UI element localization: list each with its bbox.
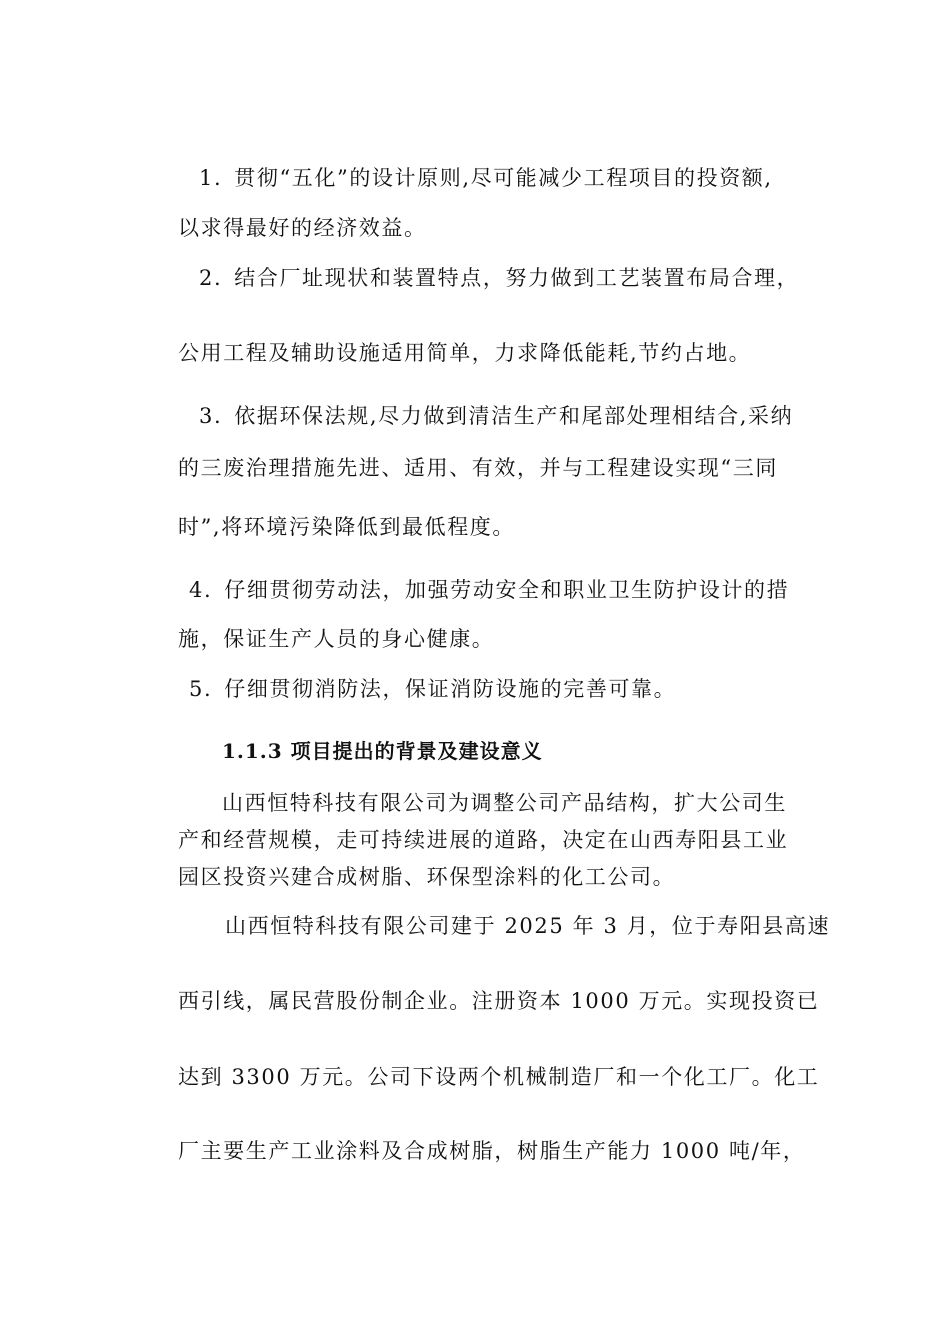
list-item-1-line-1 <box>199 164 773 192</box>
list-item-5-text-1: 仔细贯彻消防法，保证消防设施的完善可靠。 <box>224 677 677 701</box>
list-item-4-line-1 <box>189 576 789 604</box>
list-item-5-number: 5. <box>189 677 213 701</box>
list-item-5-line-1 <box>189 675 676 703</box>
list-item-4-text-1: 仔细贯彻劳动法，加强劳动安全和职业卫生防护设计的措 <box>224 578 790 602</box>
paragraph-1-line-2: 产和经营规模，走可持续进展的道路，决定在山西寿阳县工业 <box>178 828 789 852</box>
list-item-3-text-1: 依据环保法规,尽力做到清洁生产和尾部处理相结合,采纳 <box>234 404 794 428</box>
list-item-1-number: 1. <box>199 166 223 190</box>
list-item-3-line-3: 时”,将环境污染降低到最低程度。 <box>178 515 516 539</box>
paragraph-2-line-2: 西引线，属民营股份制企业。注册资本 1000 万元。实现投资已 <box>178 989 820 1013</box>
section-heading: 1.1.3 项目提出的背景及建设意义 <box>222 739 543 763</box>
list-item-1-line-2: 以求得最好的经济效益。 <box>178 216 427 240</box>
paragraph-2-line-1: 山西恒特科技有限公司建于 2025 年 3 月，位于寿阳县高速 <box>225 914 831 938</box>
list-item-2-number: 2. <box>199 266 223 290</box>
paragraph-1-line-1: 山西恒特科技有限公司为调整公司产品结构，扩大公司生 <box>222 791 787 815</box>
list-item-3-number: 3. <box>199 404 223 428</box>
paragraph-2-line-4: 厂主要生产工业涂料及合成树脂，树脂生产能力 1000 吨/年， <box>178 1139 806 1163</box>
list-item-4-line-2: 施，保证生产人员的身心健康。 <box>178 627 495 651</box>
list-item-2-line-1 <box>199 264 799 292</box>
list-item-2-text-1: 结合厂址现状和装置特点，努力做到工艺装置布局合理， <box>234 266 800 290</box>
list-item-1-text-1: 贯彻“五化”的设计原则,尽可能减少工程项目的投资额, <box>234 166 773 190</box>
list-item-3-line-2: 的三废治理措施先进、适用、有效，并与工程建设实现“三同 <box>178 456 778 480</box>
list-item-4-number: 4. <box>189 578 213 602</box>
paragraph-1-line-3: 园区投资兴建合成树脂、环保型涂料的化工公司。 <box>178 865 676 889</box>
list-item-3-line-1 <box>199 402 793 430</box>
list-item-2-line-2: 公用工程及辅助设施适用简单，力求降低能耗,节约占地。 <box>178 341 752 365</box>
paragraph-2-line-3: 达到 3300 万元。公司下设两个机械制造厂和一个化工厂。化工 <box>178 1065 820 1089</box>
